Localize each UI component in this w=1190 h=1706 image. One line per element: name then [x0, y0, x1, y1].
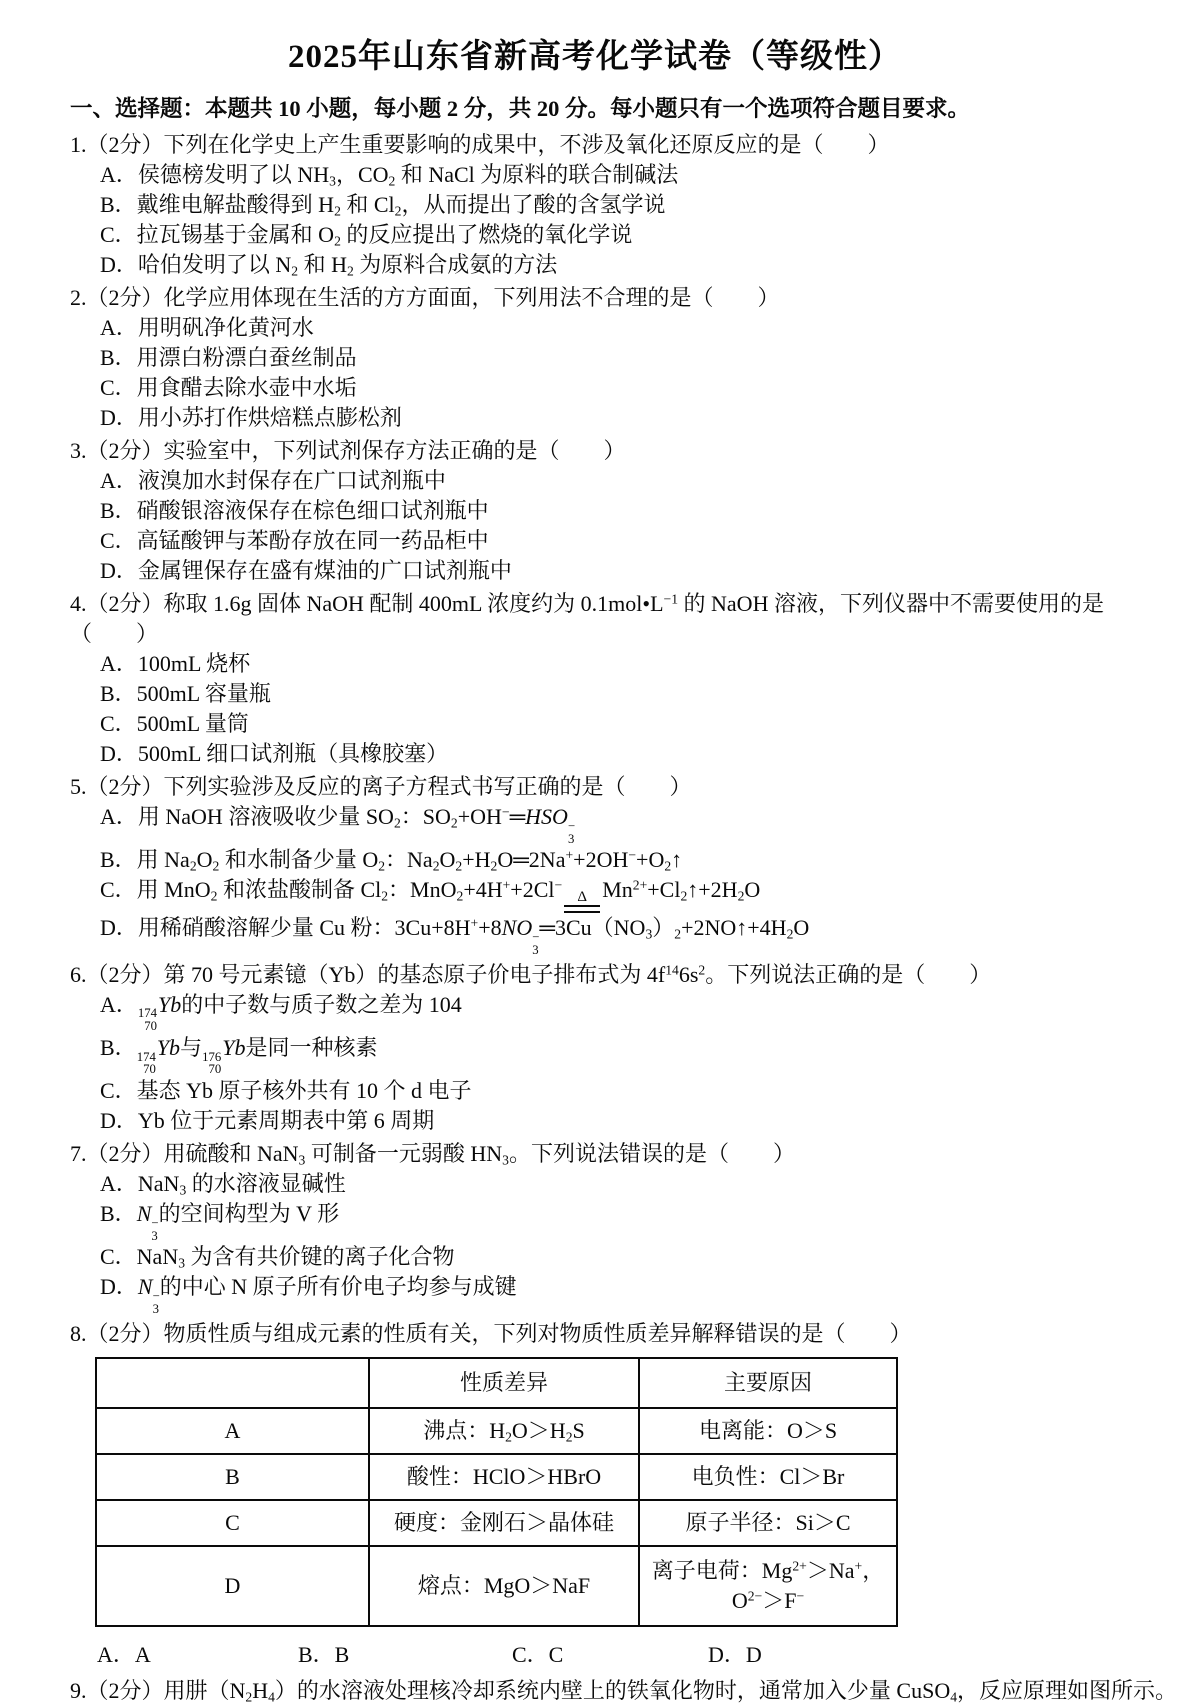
q8-table-header-reason: 主要原因: [639, 1358, 897, 1408]
q8-row-d-difference: 熔点：MgO＞NaF: [369, 1546, 639, 1626]
q8-table-row-b: [96, 1454, 897, 1500]
question-7-option-d: D．N − 3 的中心 N 原子所有价电子均参与成键: [100, 1274, 517, 1316]
question-4-option-d: D．500mL 细口试剂瓶（具橡胶塞）: [100, 741, 449, 766]
q8-answer-options: [97, 1640, 1180, 1670]
q8-table-row-a: [96, 1408, 897, 1454]
question-6: [0, 960, 1190, 1137]
question-2-option-d: D．用小苏打作烘焙糕点膨松剂: [100, 405, 402, 430]
q8-row-c-difference: 硬度：金刚石＞晶体硅: [369, 1500, 639, 1546]
section-header: 一、选择题：本题共 10 小题，每小题 2 分，共 20 分。每小题只有一个选项符合题目要求。: [70, 96, 971, 121]
question-5-stem: 5.（2分）下列实验涉及反应的离子方程式书写正确的是（ ）: [70, 774, 692, 799]
question-6-stem: 6.（2分）第 70 号元素镱（Yb）的基态原子价电子排布式为 $4f^{14}6s^2$。下列说法正确的是（ ）: [70, 961, 992, 987]
page-title: 2025年山东省新高考化学试卷（等级性）: [288, 39, 902, 75]
question-4-stem: 4.（2分）称取 1.6g 固体 NaOH 配制 400mL 浓度约为 $0.1mol•L^{-1}$ 的 NaOH 溶液，下列仪器中不需要使用的是（ ）: [70, 591, 1104, 646]
question-8: [0, 1319, 1190, 1670]
q8-row-c-label: C: [96, 1500, 369, 1546]
question-5-option-d: D．用稀硝酸溶解少量 Cu 粉：3Cu+8H++8NO − 3 $═3Cu(NO_3)_2+2NO↑+4H_2O$: [100, 915, 810, 957]
question-7-option-b: B．N − 3 的空间构型为 V 形: [100, 1201, 340, 1243]
q8-option-d: D．D: [708, 1641, 762, 1667]
question-6-option-c: C．基态 Yb 原子核外共有 10 个 d 电子: [100, 1078, 472, 1104]
question-1-option-c: C．拉瓦锡基于金属和 $O_2$ 的反应提出了燃烧的氧化学说: [100, 222, 633, 249]
question-5: [0, 772, 1190, 957]
question-5-option-b: B．用 $Na_2O_2$ 和水制备少量 $O_2$：$Na_2O_2+H_2O═2Na^++2OH^-+O_2↑$: [100, 847, 683, 874]
question-1-stem: 1.（2分）下列在化学史上产生重要影响的成果中，不涉及氧化还原反应的是（ ）: [70, 132, 890, 157]
question-1-option-b: B．戴维电解盐酸得到 $H_2$ 和 $Cl_2$，从而提出了酸的含氢学说: [100, 192, 666, 219]
question-7-stem: 7.（2分）用硫酸和 NaN$_3$ 可制备一元弱酸 $HN_3$。下列说法错误的是（ ）: [70, 1141, 795, 1168]
q8-row-b-reason: 电负性：Cl＞Br: [639, 1454, 897, 1500]
question-4-option-c: C．500mL 量筒: [100, 711, 249, 736]
question-9: [0, 1676, 1190, 1706]
question-4: [0, 589, 1190, 769]
question-8-stem: 8.（2分）物质性质与组成元素的性质有关，下列对物质性质差异解释错误的是（ ）: [70, 1320, 912, 1346]
question-9-stem: 9.（2分）用肼$(N_2H_4)$的水溶液处理核冷却系统内壁上的铁氧化物时，通常加入少量 CuSO$_4$，反应原理如图所示。: [70, 1677, 1178, 1704]
q8-table-header-row: [96, 1358, 897, 1408]
question-1-option-d: D．哈伯发明了以 $N_2$ 和 $H_2$ 为原料合成氨的方法: [100, 252, 558, 279]
question-2: [0, 283, 1190, 433]
question-2-option-a: A．用明矾净化黄河水: [100, 315, 314, 340]
question-2-stem: 2.（2分）化学应用体现在生活的方方面面，下列用法不合理的是（ ）: [70, 285, 780, 310]
question-3-option-a: A．液溴加水封保存在广口试剂瓶中: [100, 468, 446, 493]
question-1-option-a: A．侯德榜发明了以 $NH_3$，$CO_2$ 和 NaCl 为原料的联合制碱法: [100, 162, 679, 189]
q8-row-c-reason: 原子半径：Si＞C: [639, 1500, 897, 1546]
question-5-option-a: A．用 NaOH 溶液吸收少量 $SO_2$：$SO_2+OH^-═HSO$ − 3: [100, 804, 576, 846]
q8-table-row-d: [96, 1546, 897, 1626]
question-3-option-b: B．硝酸银溶液保存在棕色细口试剂瓶中: [100, 498, 489, 523]
question-5-option-c: C．用 MnO$_2$ 和浓盐酸制备 $Cl_2$：MnO$_2$+4H++2Cl− Δ $Mn^{2+}+Cl_2↑+2H_2O$: [100, 875, 1180, 913]
q8-row-d-reason: 离子电荷：$Mg^{2+}>Na^+$，$O^{2-}>F^-$: [639, 1546, 897, 1626]
q8-option-c: C．C: [512, 1641, 564, 1667]
question-3-option-d: D．金属锂保存在盛有煤油的广口试剂瓶中: [100, 558, 512, 583]
q8-row-a-difference: 沸点：$H_2O>H_2S$: [369, 1408, 639, 1454]
q8-row-a-reason: 电离能：O＞S: [639, 1408, 897, 1454]
question-6-option-a: A． 174 70 Yb的中子数与质子数之差为 104: [100, 991, 462, 1034]
question-6-option-d: D．Yb 位于元素周期表中第 6 周期: [100, 1108, 435, 1134]
question-7: [0, 1139, 1190, 1316]
q8-table-row-c: [96, 1500, 897, 1546]
q8-option-b: B．B: [298, 1641, 350, 1667]
q8-table-corner-cell: [96, 1358, 369, 1408]
question-2-option-b: B．用漂白粉漂白蚕丝制品: [100, 345, 357, 370]
question-3: [0, 436, 1190, 586]
q8-row-d-label: D: [96, 1546, 369, 1626]
q8-row-a-label: A: [96, 1408, 369, 1454]
q8-table-header-difference: 性质差异: [369, 1358, 639, 1408]
q8-property-table: [95, 1357, 898, 1627]
question-1: [0, 130, 1190, 280]
question-4-option-b: B．500mL 容量瓶: [100, 681, 271, 706]
question-4-option-a: A．100mL 烧杯: [100, 651, 251, 676]
question-7-option-a: A．NaN$_3$ 的水溶液显碱性: [100, 1171, 346, 1198]
question-6-option-b: B． 174 70 Yb与 176 70 Yb是同一种核素: [100, 1034, 378, 1077]
q8-row-b-difference: 酸性：HClO＞HBrO: [369, 1454, 639, 1500]
q8-row-b-label: B: [96, 1454, 369, 1500]
exam-document: [0, 36, 1190, 1704]
question-3-stem: 3.（2分）实验室中，下列试剂保存方法正确的是（ ）: [70, 438, 626, 463]
q8-option-a: A．A: [97, 1641, 151, 1667]
question-2-option-c: C．用食醋去除水壶中水垢: [100, 375, 357, 400]
question-7-option-c: C．NaN$_3$ 为含有共价键的离子化合物: [100, 1244, 455, 1271]
question-3-option-c: C．高锰酸钾与苯酚存放在同一药品柜中: [100, 528, 489, 553]
